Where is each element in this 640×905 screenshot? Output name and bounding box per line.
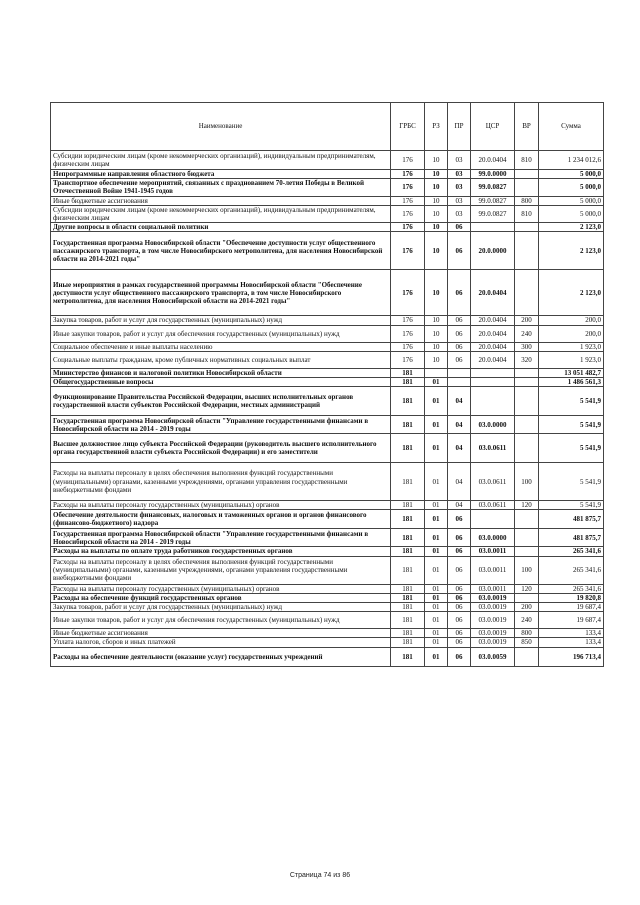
cell-vr: 100: [515, 556, 539, 584]
table-row: [51, 584, 604, 593]
cell-name: Государственная программа Новосибирской области "Управление государственными финансами в Новосибирской области на 2014 - 2019 годы: [51, 529, 391, 547]
table-row: [51, 351, 604, 368]
table-row: [51, 556, 604, 584]
cell-pr: 06: [448, 584, 471, 593]
cell-name: Министерство финансов и налоговой политики Новосибирской области: [51, 368, 391, 377]
cell-rz: 10: [425, 316, 448, 325]
cell-rz: 01: [425, 378, 448, 387]
cell-rz: 10: [425, 196, 448, 205]
cell-csr: 20.0.0000: [471, 232, 515, 270]
cell-csr: 20.0.0404: [471, 342, 515, 351]
cell-rz: 01: [425, 647, 448, 666]
cell-name: Иные закупки товаров, работ и услуг для обеспечения государственных (муниципальных) нужд: [51, 325, 391, 342]
cell-pr: 03: [448, 196, 471, 205]
cell-vr: [515, 223, 539, 232]
cell-grbs: 181: [391, 501, 425, 510]
table-row: [51, 547, 604, 556]
cell-grbs: 181: [391, 387, 425, 416]
cell-sum: 19 687,4: [539, 603, 604, 612]
cell-rz: 01: [425, 584, 448, 593]
header-name: Наименование: [51, 103, 391, 151]
cell-rz: 01: [425, 629, 448, 638]
table-row: [51, 205, 604, 222]
cell-grbs: 181: [391, 416, 425, 434]
table-row: [51, 638, 604, 647]
cell-pr: 06: [448, 223, 471, 232]
cell-grbs: 176: [391, 223, 425, 232]
table-row: [51, 179, 604, 196]
table-header-row: [51, 103, 604, 151]
cell-name: Уплата налогов, сборов и иных платежей: [51, 638, 391, 647]
cell-pr: 06: [448, 556, 471, 584]
cell-vr: 810: [515, 151, 539, 170]
cell-rz: 01: [425, 434, 448, 463]
header-grbs: ГРБС: [391, 103, 425, 151]
cell-vr: 320: [515, 351, 539, 368]
cell-csr: 20.0.0404: [471, 151, 515, 170]
cell-grbs: 176: [391, 196, 425, 205]
cell-vr: [515, 434, 539, 463]
cell-rz: 01: [425, 547, 448, 556]
cell-sum: 1 923,0: [539, 351, 604, 368]
cell-sum: 1 234 012,6: [539, 151, 604, 170]
cell-csr: 99.0.0827: [471, 179, 515, 196]
cell-csr: 03.0.0019: [471, 638, 515, 647]
cell-vr: [515, 270, 539, 316]
cell-sum: 2 123,0: [539, 232, 604, 270]
table-row: [51, 612, 604, 629]
table-row: [51, 270, 604, 316]
cell-rz: 10: [425, 170, 448, 179]
cell-name: Расходы на выплаты персоналу в целях обеспечения выполнения функций государственными (муниципальными) органами, казенными учреждениями, органами управления государственными внебюджетными фондами: [51, 556, 391, 584]
cell-sum: 5 000,0: [539, 196, 604, 205]
table-row: [51, 387, 604, 416]
cell-grbs: 176: [391, 316, 425, 325]
table-row: [51, 223, 604, 232]
table-row: [51, 325, 604, 342]
cell-pr: [448, 378, 471, 387]
cell-rz: 10: [425, 232, 448, 270]
cell-sum: 200,0: [539, 316, 604, 325]
cell-sum: 19 687,4: [539, 612, 604, 629]
table-row: [51, 647, 604, 666]
cell-pr: 04: [448, 416, 471, 434]
cell-csr: 99.0.0827: [471, 205, 515, 222]
cell-name: Иные закупки товаров, работ и услуг для обеспечения государственных (муниципальных) нужд: [51, 612, 391, 629]
cell-rz: 01: [425, 463, 448, 501]
cell-grbs: 176: [391, 179, 425, 196]
table-row: [51, 463, 604, 501]
cell-rz: 10: [425, 205, 448, 222]
budget-table: [50, 102, 604, 667]
table-row: [51, 378, 604, 387]
table-row: [51, 151, 604, 170]
cell-rz: 01: [425, 501, 448, 510]
cell-sum: 1 486 561,3: [539, 378, 604, 387]
cell-name: Транспортное обеспечение мероприятий, связанных с празднованием 70-летия Победы в Великой Отечественной Войне 1941-1945 годов: [51, 179, 391, 196]
cell-vr: [515, 593, 539, 602]
cell-sum: 19 820,8: [539, 593, 604, 602]
cell-rz: 01: [425, 529, 448, 547]
table-row: [51, 342, 604, 351]
cell-name: Государственная программа Новосибирской области "Обеспечение доступности услуг общественного пассажирского транспорта, в том числе Новосибирского метрополитена, для населения Новосибирской области на 2014-2021 годы": [51, 232, 391, 270]
cell-csr: 99.0.0827: [471, 196, 515, 205]
cell-grbs: 176: [391, 205, 425, 222]
cell-rz: 01: [425, 387, 448, 416]
cell-grbs: 181: [391, 593, 425, 602]
cell-pr: 06: [448, 612, 471, 629]
cell-name: Субсидии юридическим лицам (кроме некоммерческих организаций), индивидуальным предпринимателям, физическим лицам: [51, 151, 391, 170]
cell-grbs: 181: [391, 612, 425, 629]
table-row: [51, 232, 604, 270]
cell-csr: 03.0.0019: [471, 593, 515, 602]
cell-pr: 06: [448, 316, 471, 325]
cell-pr: 04: [448, 501, 471, 510]
cell-rz: 10: [425, 223, 448, 232]
cell-grbs: 176: [391, 151, 425, 170]
cell-pr: 06: [448, 270, 471, 316]
cell-grbs: 176: [391, 351, 425, 368]
cell-pr: 06: [448, 510, 471, 529]
header-sum: Сумма: [539, 103, 604, 151]
cell-name: Иные мероприятия в рамках государственной программы Новосибирской области "Обеспечение доступности услуг общественного пассажирского транспорта, в том числе Новосибирского метрополитена, для населения Новосибирской области на 2014-2021 годы": [51, 270, 391, 316]
table-row: [51, 416, 604, 434]
cell-name: Расходы на выплаты персоналу государственных (муниципальных) органов: [51, 584, 391, 593]
table-row: [51, 510, 604, 529]
cell-rz: 01: [425, 593, 448, 602]
cell-rz: 10: [425, 179, 448, 196]
cell-vr: 240: [515, 612, 539, 629]
cell-csr: [471, 510, 515, 529]
table-body: [51, 151, 604, 667]
cell-grbs: 181: [391, 547, 425, 556]
cell-name: Закупка товаров, работ и услуг для государственных (муниципальных) нужд: [51, 603, 391, 612]
cell-sum: 2 123,0: [539, 270, 604, 316]
cell-grbs: 176: [391, 270, 425, 316]
cell-rz: 10: [425, 151, 448, 170]
cell-sum: 5 541,9: [539, 463, 604, 501]
cell-name: Непрограммные направления областного бюджета: [51, 170, 391, 179]
cell-csr: 03.0.0000: [471, 529, 515, 547]
cell-grbs: 181: [391, 510, 425, 529]
cell-sum: 481 875,7: [539, 529, 604, 547]
cell-rz: 10: [425, 351, 448, 368]
table-row: [51, 316, 604, 325]
cell-sum: 265 341,6: [539, 556, 604, 584]
table-row: [51, 593, 604, 602]
cell-name: Закупка товаров, работ и услуг для государственных (муниципальных) нужд: [51, 316, 391, 325]
cell-grbs: 181: [391, 584, 425, 593]
cell-sum: 13 051 482,7: [539, 368, 604, 377]
table-row: [51, 501, 604, 510]
table-row: [51, 603, 604, 612]
cell-sum: 1 923,0: [539, 342, 604, 351]
cell-name: Расходы на обеспечение деятельности (оказание услуг) государственных учреждений: [51, 647, 391, 666]
cell-name: Функционирование Правительства Российской Федерации, высших исполнительных органов государственной власти субъектов Российской Федерации, местных администраций: [51, 387, 391, 416]
cell-pr: 06: [448, 638, 471, 647]
cell-vr: 100: [515, 463, 539, 501]
cell-name: Иные бюджетные ассигнования: [51, 196, 391, 205]
cell-name: Расходы на обеспечение функций государственных органов: [51, 593, 391, 602]
cell-grbs: 181: [391, 629, 425, 638]
cell-vr: [515, 529, 539, 547]
cell-pr: 03: [448, 151, 471, 170]
cell-grbs: 176: [391, 232, 425, 270]
cell-csr: 03.0.0611: [471, 463, 515, 501]
cell-pr: 06: [448, 325, 471, 342]
cell-pr: 06: [448, 351, 471, 368]
cell-name: Другие вопросы в области социальной политики: [51, 223, 391, 232]
cell-name: Субсидии юридическим лицам (кроме некоммерческих организаций), индивидуальным предпринимателям, физическим лицам: [51, 205, 391, 222]
cell-name: Расходы на выплаты по оплате труда работников государственных органов: [51, 547, 391, 556]
cell-vr: [515, 647, 539, 666]
header-vr: ВР: [515, 103, 539, 151]
cell-sum: 5 000,0: [539, 179, 604, 196]
cell-sum: 5 541,9: [539, 501, 604, 510]
cell-grbs: 181: [391, 368, 425, 377]
cell-pr: 03: [448, 170, 471, 179]
cell-grbs: 181: [391, 638, 425, 647]
cell-sum: 133,4: [539, 638, 604, 647]
cell-csr: [471, 223, 515, 232]
cell-vr: [515, 368, 539, 377]
cell-vr: [515, 510, 539, 529]
cell-name: Расходы на выплаты персоналу в целях обеспечения выполнения функций государственными (муниципальными) органами, казенными учреждениями, органами управления государственными внебюджетными фондами: [51, 463, 391, 501]
cell-sum: 265 341,6: [539, 547, 604, 556]
document-page: [50, 102, 603, 667]
cell-vr: 240: [515, 325, 539, 342]
cell-vr: 120: [515, 584, 539, 593]
cell-rz: 10: [425, 342, 448, 351]
cell-vr: 300: [515, 342, 539, 351]
cell-rz: 01: [425, 638, 448, 647]
header-csr: ЦСР: [471, 103, 515, 151]
cell-csr: 03.0.0011: [471, 584, 515, 593]
table-row: [51, 529, 604, 547]
cell-vr: 200: [515, 316, 539, 325]
cell-grbs: 181: [391, 529, 425, 547]
cell-rz: 10: [425, 270, 448, 316]
cell-grbs: 181: [391, 378, 425, 387]
cell-vr: 200: [515, 603, 539, 612]
header-pr: ПР: [448, 103, 471, 151]
cell-vr: [515, 387, 539, 416]
cell-grbs: 181: [391, 603, 425, 612]
cell-sum: 196 713,4: [539, 647, 604, 666]
cell-pr: 06: [448, 629, 471, 638]
cell-rz: 01: [425, 612, 448, 629]
table-row: [51, 434, 604, 463]
cell-pr: 03: [448, 205, 471, 222]
cell-pr: 06: [448, 342, 471, 351]
cell-sum: 2 123,0: [539, 223, 604, 232]
header-rz: РЗ: [425, 103, 448, 151]
cell-csr: 03.0.0011: [471, 547, 515, 556]
cell-grbs: 181: [391, 434, 425, 463]
cell-rz: 01: [425, 510, 448, 529]
cell-pr: 06: [448, 603, 471, 612]
cell-csr: 20.0.0404: [471, 270, 515, 316]
cell-grbs: 181: [391, 463, 425, 501]
cell-name: Государственная программа Новосибирской области "Управление государственными финансами в Новосибирской области на 2014 - 2019 годы: [51, 416, 391, 434]
cell-grbs: 181: [391, 647, 425, 666]
cell-sum: 5 541,9: [539, 416, 604, 434]
cell-csr: 03.0.0019: [471, 612, 515, 629]
cell-pr: 04: [448, 387, 471, 416]
cell-pr: 06: [448, 529, 471, 547]
cell-vr: 810: [515, 205, 539, 222]
cell-rz: 01: [425, 603, 448, 612]
cell-csr: 03.0.0059: [471, 647, 515, 666]
cell-name: Социальные выплаты гражданам, кроме публичных нормативных социальных выплат: [51, 351, 391, 368]
table-row: [51, 196, 604, 205]
cell-rz: [425, 368, 448, 377]
cell-csr: 20.0.0404: [471, 316, 515, 325]
cell-pr: 03: [448, 179, 471, 196]
table-row: [51, 629, 604, 638]
cell-csr: 03.0.0000: [471, 416, 515, 434]
cell-sum: 265 341,6: [539, 584, 604, 593]
cell-csr: 03.0.0019: [471, 603, 515, 612]
cell-grbs: 176: [391, 342, 425, 351]
cell-vr: [515, 170, 539, 179]
cell-name: Расходы на выплаты персоналу государственных (муниципальных) органов: [51, 501, 391, 510]
cell-vr: [515, 179, 539, 196]
cell-csr: [471, 387, 515, 416]
cell-vr: 850: [515, 638, 539, 647]
cell-pr: 06: [448, 647, 471, 666]
cell-pr: 06: [448, 593, 471, 602]
cell-rz: 01: [425, 556, 448, 584]
cell-rz: 10: [425, 325, 448, 342]
table-row: [51, 368, 604, 377]
cell-vr: [515, 378, 539, 387]
cell-csr: 03.0.0611: [471, 434, 515, 463]
cell-csr: 03.0.0011: [471, 556, 515, 584]
cell-csr: 20.0.0404: [471, 325, 515, 342]
cell-pr: 06: [448, 232, 471, 270]
cell-csr: [471, 378, 515, 387]
cell-pr: 04: [448, 463, 471, 501]
cell-csr: 03.0.0611: [471, 501, 515, 510]
cell-vr: 800: [515, 629, 539, 638]
cell-grbs: 181: [391, 556, 425, 584]
cell-csr: 03.0.0019: [471, 629, 515, 638]
cell-name: Иные бюджетные ассигнования: [51, 629, 391, 638]
cell-sum: 481 875,7: [539, 510, 604, 529]
cell-csr: 99.0.0000: [471, 170, 515, 179]
cell-csr: [471, 368, 515, 377]
cell-sum: 5 541,9: [539, 387, 604, 416]
cell-sum: 5 000,0: [539, 205, 604, 222]
cell-grbs: 176: [391, 325, 425, 342]
cell-pr: 04: [448, 434, 471, 463]
cell-vr: [515, 547, 539, 556]
cell-sum: 5 000,0: [539, 170, 604, 179]
cell-vr: 120: [515, 501, 539, 510]
cell-sum: 5 541,9: [539, 434, 604, 463]
cell-rz: 01: [425, 416, 448, 434]
cell-name: Обеспечение деятельности финансовых, налоговых и таможенных органов и органов финансового (финансово-бюджетного) надзора: [51, 510, 391, 529]
cell-vr: 800: [515, 196, 539, 205]
cell-name: Социальное обеспечение и иные выплаты населению: [51, 342, 391, 351]
cell-name: Высшее должностное лицо субъекта Российской Федерации (руководитель высшего исполнительного органа государственной власти субъекта Российской Федерации) и его заместители: [51, 434, 391, 463]
page-number: Страница 74 из 86: [289, 872, 351, 879]
cell-csr: 20.0.0404: [471, 351, 515, 368]
cell-sum: 133,4: [539, 629, 604, 638]
cell-pr: 06: [448, 547, 471, 556]
cell-vr: [515, 232, 539, 270]
table-row: [51, 170, 604, 179]
cell-grbs: 176: [391, 170, 425, 179]
cell-pr: [448, 368, 471, 377]
cell-name: Общегосударственные вопросы: [51, 378, 391, 387]
cell-sum: 200,0: [539, 325, 604, 342]
cell-vr: [515, 416, 539, 434]
